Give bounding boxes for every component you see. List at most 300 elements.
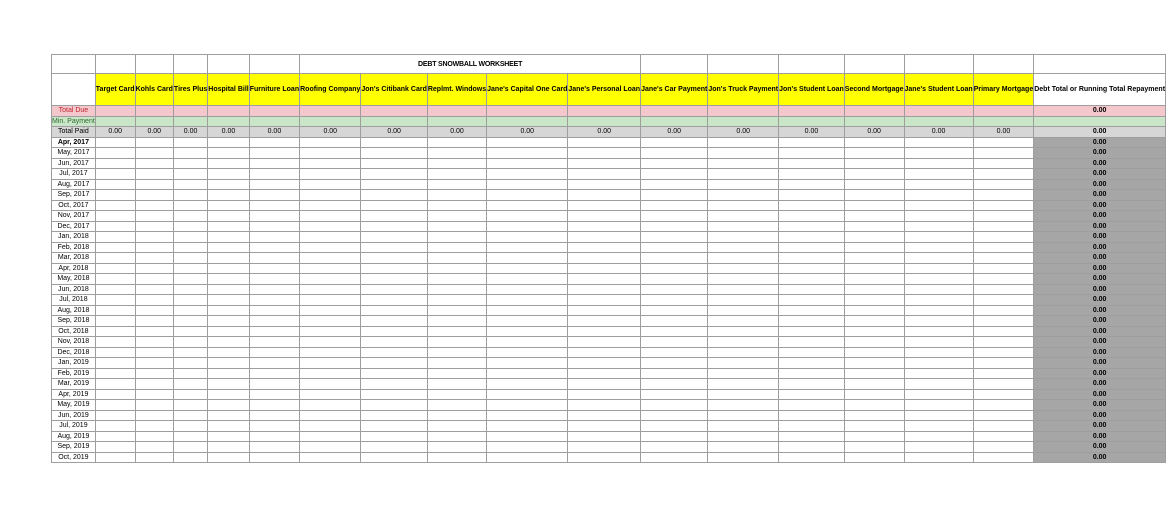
payment-cell[interactable] [641,242,708,253]
payment-cell[interactable] [427,137,486,148]
payment-cell[interactable] [904,421,973,432]
payment-cell[interactable] [844,232,904,243]
debt-header[interactable]: Jon's Student Loan [779,74,845,106]
payment-cell[interactable] [427,221,486,232]
payment-cell[interactable] [568,242,641,253]
payment-cell[interactable] [708,253,779,264]
payment-cell[interactable] [487,305,568,316]
payment-cell[interactable] [300,431,361,442]
payment-cell[interactable] [173,253,207,264]
payment-cell[interactable] [427,242,486,253]
payment-cell[interactable] [708,368,779,379]
payment-cell[interactable] [249,179,299,190]
running-total-cell[interactable]: 0.00 [1034,421,1166,432]
payment-cell[interactable] [249,389,299,400]
payment-cell[interactable] [779,337,845,348]
payment-cell[interactable] [427,211,486,222]
running-total-cell[interactable]: 0.00 [1034,253,1166,264]
payment-cell[interactable] [208,148,249,159]
payment-cell[interactable] [568,190,641,201]
payment-cell[interactable] [641,337,708,348]
payment-cell[interactable] [173,242,207,253]
payment-cell[interactable] [487,358,568,369]
payment-cell[interactable] [173,305,207,316]
min-payment-cell[interactable] [95,116,135,127]
payment-cell[interactable] [427,421,486,432]
payment-cell[interactable] [135,358,173,369]
payment-cell[interactable] [708,263,779,274]
payment-cell[interactable] [904,232,973,243]
payment-cell[interactable] [249,326,299,337]
payment-cell[interactable] [208,389,249,400]
min-payment-cell[interactable] [361,116,427,127]
payment-cell[interactable] [487,389,568,400]
running-total-cell[interactable]: 0.00 [1034,200,1166,211]
payment-cell[interactable] [249,368,299,379]
payment-cell[interactable] [779,200,845,211]
payment-cell[interactable] [361,400,427,411]
payment-cell[interactable] [135,347,173,358]
debt-header[interactable]: Kohls Card [135,74,173,106]
running-total-cell[interactable]: 0.00 [1034,169,1166,180]
payment-cell[interactable] [641,431,708,442]
payment-cell[interactable] [779,410,845,421]
payment-cell[interactable] [641,379,708,390]
payment-cell[interactable] [844,190,904,201]
payment-cell[interactable] [300,295,361,306]
payment-cell[interactable] [95,232,135,243]
payment-cell[interactable] [487,421,568,432]
payment-cell[interactable] [973,211,1034,222]
payment-cell[interactable] [708,379,779,390]
payment-cell[interactable] [487,148,568,159]
total-column-header[interactable]: Debt Total or Running Total Repayment [1034,74,1166,106]
month-label[interactable]: Nov, 2017 [52,211,96,222]
payment-cell[interactable] [208,232,249,243]
payment-cell[interactable] [844,305,904,316]
month-label[interactable]: Apr, 2017 [52,137,96,148]
empty-cell[interactable] [1034,55,1166,74]
debt-header[interactable]: Furniture Loan [249,74,299,106]
min-payment-cell[interactable] [427,116,486,127]
payment-cell[interactable] [568,232,641,243]
min-payment-cell[interactable] [708,116,779,127]
payment-cell[interactable] [973,221,1034,232]
payment-cell[interactable] [427,326,486,337]
payment-cell[interactable] [973,368,1034,379]
total-due-cell[interactable] [973,106,1034,117]
payment-cell[interactable] [568,137,641,148]
payment-cell[interactable] [973,284,1034,295]
payment-cell[interactable] [487,400,568,411]
payment-cell[interactable] [641,179,708,190]
payment-cell[interactable] [249,337,299,348]
payment-cell[interactable] [568,316,641,327]
payment-cell[interactable] [487,442,568,453]
payment-cell[interactable] [568,200,641,211]
payment-cell[interactable] [973,337,1034,348]
payment-cell[interactable] [973,452,1034,463]
running-total-cell[interactable]: 0.00 [1034,284,1166,295]
debt-header[interactable]: Hospital Bill [208,74,249,106]
payment-cell[interactable] [904,452,973,463]
month-label[interactable]: Oct, 2019 [52,452,96,463]
payment-cell[interactable] [95,400,135,411]
payment-cell[interactable] [249,316,299,327]
month-label[interactable]: Jun, 2018 [52,284,96,295]
payment-cell[interactable] [844,389,904,400]
payment-cell[interactable] [779,274,845,285]
payment-cell[interactable] [708,305,779,316]
payment-cell[interactable] [844,221,904,232]
payment-cell[interactable] [249,200,299,211]
total-due-label[interactable]: Total Due [52,106,96,117]
payment-cell[interactable] [300,305,361,316]
payment-cell[interactable] [95,316,135,327]
payment-cell[interactable] [487,253,568,264]
payment-cell[interactable] [427,274,486,285]
payment-cell[interactable] [568,211,641,222]
payment-cell[interactable] [708,179,779,190]
payment-cell[interactable] [568,263,641,274]
payment-cell[interactable] [904,242,973,253]
payment-cell[interactable] [95,326,135,337]
month-label[interactable]: Aug, 2017 [52,179,96,190]
payment-cell[interactable] [173,442,207,453]
month-label[interactable]: Aug, 2018 [52,305,96,316]
total-paid-cell[interactable]: 0.00 [779,127,845,138]
payment-cell[interactable] [361,274,427,285]
payment-cell[interactable] [568,295,641,306]
running-total-cell[interactable]: 0.00 [1034,389,1166,400]
empty-cell[interactable] [904,55,973,74]
payment-cell[interactable] [173,148,207,159]
payment-cell[interactable] [904,379,973,390]
payment-cell[interactable] [300,368,361,379]
payment-cell[interactable] [300,158,361,169]
payment-cell[interactable] [173,347,207,358]
payment-cell[interactable] [95,295,135,306]
payment-cell[interactable] [300,253,361,264]
payment-cell[interactable] [95,368,135,379]
payment-cell[interactable] [135,263,173,274]
payment-cell[interactable] [568,358,641,369]
payment-cell[interactable] [973,316,1034,327]
payment-cell[interactable] [135,389,173,400]
payment-cell[interactable] [300,337,361,348]
running-total-cell[interactable]: 0.00 [1034,179,1166,190]
total-due-cell[interactable] [427,106,486,117]
payment-cell[interactable] [904,337,973,348]
debt-header[interactable]: Jane's Personal Loan [568,74,641,106]
payment-cell[interactable] [487,200,568,211]
payment-cell[interactable] [641,400,708,411]
payment-cell[interactable] [208,169,249,180]
payment-cell[interactable] [973,358,1034,369]
payment-cell[interactable] [249,232,299,243]
payment-cell[interactable] [135,305,173,316]
payment-cell[interactable] [249,137,299,148]
month-label[interactable]: Jul, 2018 [52,295,96,306]
total-due-cell[interactable] [487,106,568,117]
payment-cell[interactable] [135,232,173,243]
running-total-cell[interactable]: 0.00 [1034,347,1166,358]
payment-cell[interactable] [208,358,249,369]
min-payment-cell[interactable] [249,116,299,127]
payment-cell[interactable] [427,347,486,358]
payment-cell[interactable] [135,158,173,169]
payment-cell[interactable] [95,242,135,253]
min-payment-cell[interactable] [568,116,641,127]
payment-cell[interactable] [249,295,299,306]
payment-cell[interactable] [208,263,249,274]
debt-header[interactable]: Jane's Student Loan [904,74,973,106]
payment-cell[interactable] [487,347,568,358]
min-payment-cell[interactable] [844,116,904,127]
payment-cell[interactable] [173,326,207,337]
payment-cell[interactable] [135,431,173,442]
payment-cell[interactable] [904,221,973,232]
payment-cell[interactable] [300,358,361,369]
payment-cell[interactable] [361,452,427,463]
payment-cell[interactable] [844,284,904,295]
payment-cell[interactable] [779,379,845,390]
min-payment-cell[interactable] [973,116,1034,127]
payment-cell[interactable] [844,179,904,190]
payment-cell[interactable] [361,421,427,432]
payment-cell[interactable] [95,421,135,432]
payment-cell[interactable] [427,358,486,369]
payment-cell[interactable] [641,263,708,274]
payment-cell[interactable] [904,211,973,222]
total-paid-cell[interactable]: 0.00 [904,127,973,138]
payment-cell[interactable] [361,169,427,180]
payment-cell[interactable] [361,379,427,390]
payment-cell[interactable] [568,337,641,348]
payment-cell[interactable] [641,452,708,463]
payment-cell[interactable] [173,274,207,285]
payment-cell[interactable] [173,410,207,421]
payment-cell[interactable] [361,158,427,169]
payment-cell[interactable] [904,253,973,264]
min-payment-cell[interactable] [779,116,845,127]
payment-cell[interactable] [427,410,486,421]
payment-cell[interactable] [95,137,135,148]
payment-cell[interactable] [95,452,135,463]
min-payment-cell[interactable] [300,116,361,127]
payment-cell[interactable] [844,337,904,348]
payment-cell[interactable] [208,200,249,211]
payment-cell[interactable] [361,389,427,400]
payment-cell[interactable] [904,190,973,201]
payment-cell[interactable] [361,190,427,201]
payment-cell[interactable] [135,316,173,327]
payment-cell[interactable] [173,358,207,369]
month-label[interactable]: Sep, 2018 [52,316,96,327]
month-label[interactable]: Jun, 2019 [52,410,96,421]
payment-cell[interactable] [904,169,973,180]
payment-cell[interactable] [641,284,708,295]
payment-cell[interactable] [249,431,299,442]
month-label[interactable]: Nov, 2018 [52,337,96,348]
payment-cell[interactable] [487,158,568,169]
running-total-cell[interactable]: 0.00 [1034,305,1166,316]
payment-cell[interactable] [641,137,708,148]
payment-cell[interactable] [208,253,249,264]
payment-cell[interactable] [779,316,845,327]
payment-cell[interactable] [249,347,299,358]
payment-cell[interactable] [779,452,845,463]
payment-cell[interactable] [973,442,1034,453]
payment-cell[interactable] [300,284,361,295]
payment-cell[interactable] [95,410,135,421]
month-label[interactable]: May, 2019 [52,400,96,411]
month-label[interactable]: Oct, 2018 [52,326,96,337]
payment-cell[interactable] [904,305,973,316]
debt-header[interactable]: Jane's Capital One Card [487,74,568,106]
payment-cell[interactable] [904,400,973,411]
payment-cell[interactable] [779,190,845,201]
payment-cell[interactable] [641,347,708,358]
total-paid-cell[interactable]: 0.00 [208,127,249,138]
payment-cell[interactable] [95,179,135,190]
payment-cell[interactable] [361,253,427,264]
payment-cell[interactable] [568,253,641,264]
payment-cell[interactable] [487,232,568,243]
payment-cell[interactable] [779,368,845,379]
payment-cell[interactable] [208,190,249,201]
payment-cell[interactable] [487,452,568,463]
payment-cell[interactable] [844,137,904,148]
payment-cell[interactable] [361,358,427,369]
payment-cell[interactable] [904,137,973,148]
payment-cell[interactable] [844,274,904,285]
payment-cell[interactable] [844,158,904,169]
payment-cell[interactable] [173,200,207,211]
payment-cell[interactable] [300,442,361,453]
payment-cell[interactable] [300,347,361,358]
payment-cell[interactable] [95,442,135,453]
debt-header[interactable]: Roofing Company [300,74,361,106]
payment-cell[interactable] [844,242,904,253]
empty-cell[interactable] [708,55,779,74]
payment-cell[interactable] [904,326,973,337]
payment-cell[interactable] [300,211,361,222]
payment-cell[interactable] [779,421,845,432]
payment-cell[interactable] [973,253,1034,264]
payment-cell[interactable] [641,316,708,327]
payment-cell[interactable] [487,190,568,201]
payment-cell[interactable] [844,295,904,306]
payment-cell[interactable] [844,410,904,421]
payment-cell[interactable] [95,169,135,180]
month-label[interactable]: Sep, 2019 [52,442,96,453]
payment-cell[interactable] [779,305,845,316]
payment-cell[interactable] [300,190,361,201]
payment-cell[interactable] [641,358,708,369]
total-due-cell[interactable] [844,106,904,117]
payment-cell[interactable] [568,400,641,411]
payment-cell[interactable] [361,242,427,253]
payment-cell[interactable] [208,347,249,358]
payment-cell[interactable] [427,295,486,306]
payment-cell[interactable] [568,389,641,400]
payment-cell[interactable] [249,284,299,295]
payment-cell[interactable] [208,431,249,442]
payment-cell[interactable] [779,358,845,369]
payment-cell[interactable] [844,200,904,211]
payment-cell[interactable] [641,169,708,180]
payment-cell[interactable] [779,400,845,411]
debt-header[interactable]: Jane's Car Payment [641,74,708,106]
payment-cell[interactable] [708,410,779,421]
payment-cell[interactable] [904,431,973,442]
payment-cell[interactable] [173,211,207,222]
running-total-cell[interactable]: 0.00 [1034,442,1166,453]
payment-cell[interactable] [641,421,708,432]
payment-cell[interactable] [427,316,486,327]
payment-cell[interactable] [844,263,904,274]
month-label[interactable]: Jan, 2018 [52,232,96,243]
payment-cell[interactable] [904,410,973,421]
payment-cell[interactable] [708,274,779,285]
payment-cell[interactable] [208,284,249,295]
payment-cell[interactable] [779,148,845,159]
total-due-cell[interactable] [779,106,845,117]
running-total-cell[interactable]: 0.00 [1034,316,1166,327]
payment-cell[interactable] [249,305,299,316]
payment-cell[interactable] [708,137,779,148]
payment-cell[interactable] [568,431,641,442]
payment-cell[interactable] [300,400,361,411]
payment-cell[interactable] [300,179,361,190]
payment-cell[interactable] [361,221,427,232]
payment-cell[interactable] [361,347,427,358]
payment-cell[interactable] [708,337,779,348]
payment-cell[interactable] [973,190,1034,201]
payment-cell[interactable] [135,368,173,379]
total-paid-label[interactable]: Total Paid [52,127,96,138]
payment-cell[interactable] [708,295,779,306]
payment-cell[interactable] [973,179,1034,190]
payment-cell[interactable] [208,421,249,432]
payment-cell[interactable] [208,137,249,148]
payment-cell[interactable] [427,452,486,463]
payment-cell[interactable] [568,347,641,358]
running-total-cell[interactable]: 0.00 [1034,358,1166,369]
running-total-cell[interactable]: 0.00 [1034,148,1166,159]
payment-cell[interactable] [973,305,1034,316]
payment-cell[interactable] [300,169,361,180]
payment-cell[interactable] [300,326,361,337]
payment-cell[interactable] [361,368,427,379]
month-label[interactable]: Feb, 2019 [52,368,96,379]
payment-cell[interactable] [844,326,904,337]
payment-cell[interactable] [904,179,973,190]
payment-cell[interactable] [361,200,427,211]
month-label[interactable]: Jul, 2017 [52,169,96,180]
payment-cell[interactable] [300,200,361,211]
min-payment-cell[interactable] [641,116,708,127]
payment-cell[interactable] [173,379,207,390]
total-paid-cell[interactable]: 0.00 [249,127,299,138]
payment-cell[interactable] [300,421,361,432]
debt-header[interactable]: Second Mortgage [844,74,904,106]
payment-cell[interactable] [135,452,173,463]
payment-cell[interactable] [904,295,973,306]
payment-cell[interactable] [973,232,1034,243]
debt-header[interactable]: Target Card [95,74,135,106]
